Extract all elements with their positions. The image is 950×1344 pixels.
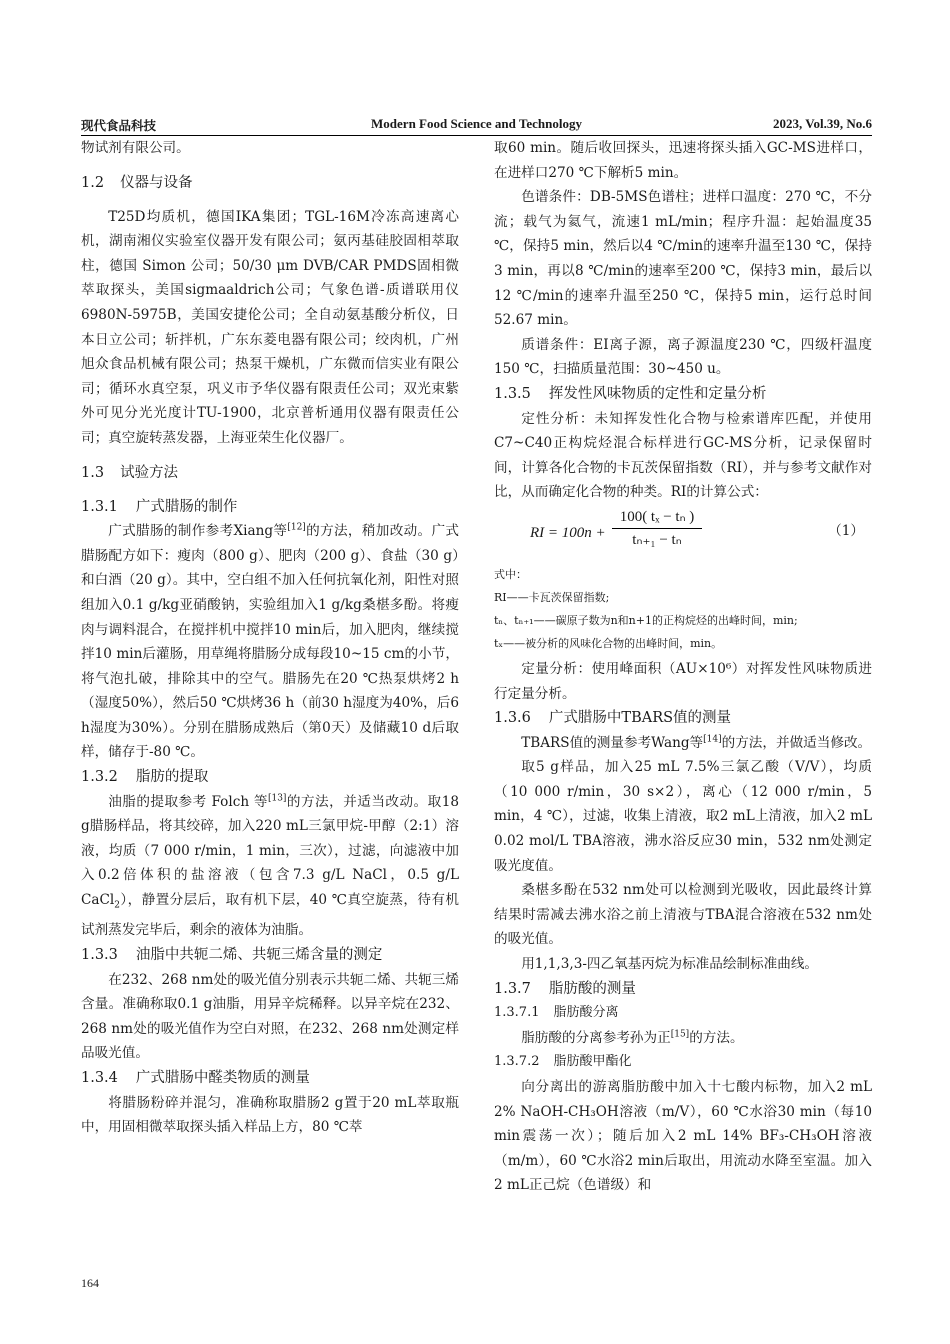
paragraph-fatty-acid-separation [494,1026,872,1051]
section-number: 1.3.7 [494,980,531,997]
text-run: ），静置分层后，取有机下层，40 ℃真空旋蒸，待有机试剂蒸发完毕后，剩余的液体为油脂。 [81,892,459,939]
section-title: 挥发性风味物质的定性和定量分析 [548,385,767,402]
running-header [81,113,872,135]
paragraph-aldehyde: 将腊肠粉碎并混匀，准确称取腊肠2 g置于20 mL萃取瓶中，用固相微萃取探头插入样品上方，80 ℃萃 [81,1094,459,1136]
section-title: 广式腊肠中醛类物质的测量 [135,1069,310,1086]
paragraph-conjugated-diene: 在232、268 nm处的吸光值分别表示共轭二烯、共轭三烯含量。准确称取0.1 g油脂，用异辛烷稀释。以异辛烷在232、268 nm处的吸光值作为空白对照，在232、268 nm处测定样品吸光值。 [81,971,459,1062]
section-1-3-3-heading [81,943,459,968]
text-run: 油脂的提取参考 Folch 等 [108,793,268,810]
section-title: 油脂中共轭二烯、共轭三烯含量的测定 [135,946,383,963]
paragraph-fat-extraction [81,790,459,943]
paragraph-qualitative: 定性分析：未知挥发性化合物与检索谱库匹配，并使用C7~C40正构烷烃混合标样进行GC-MS分析，记录保留时间，计算各化合物的卡瓦茨保留指数（RI），并与参考文献作对比，从而确定化合物的种类。RI的计算公式： [494,410,872,501]
section-1-3-heading [81,461,459,485]
formula-fraction [612,507,702,551]
section-title: 仪器与设备 [120,174,193,191]
section-number: 1.3.5 [494,385,531,402]
section-number: 1.3.1 [81,498,118,515]
section-number: 1.3.7.2 [494,1054,540,1070]
section-number: 1.3.2 [81,769,118,786]
volume-info: 2023, Vol.39, No.6 [773,116,872,131]
section-title: 脂肪的提取 [135,769,209,786]
notes-title: 式中： [494,567,527,581]
formula-notes [494,563,872,655]
paragraph-continued: 物试剂有限公司。 [81,140,190,156]
note-item: tₓ——被分析的风味化合物的出峰时间，min。 [494,636,723,650]
section-title: 脂肪酸分离 [553,1005,619,1021]
section-1-3-1-heading [81,495,459,520]
formula-numerator: 100( tₓ − tₙ ) [612,507,702,529]
left-column [81,136,459,1140]
paragraph-quantitative: 定量分析：使用峰面积（AU×10⁶）对挥发性风味物质进行定量分析。 [494,660,872,702]
section-1-2-heading [81,171,459,195]
note-item: tₙ、tₙ₊₁——碳原子数为n和n+1的正构烷烃的出峰时间，min; [494,613,798,627]
section-number: 1.3.7.1 [494,1005,540,1021]
text-run: 的方法，稍加改动。广式腊肠配方如下：瘦肉（800 g）、肥肉（200 g）、食盐（30 g）和白酒（20 g）。其中，空白组不加入任何抗氧化剂，阳性对照组加入0.1 g/kg亚硝酸钠，实验组加入1 g/kg桑椹多酚。将瘦肉与调料混合，在搅拌机中搅拌10 min后，加入肥肉，继续搅拌10 min后灌肠，用草绳将腊肠分成每段10~15 cm的小节，将气泡扎破，排除其中的空气。腊肠先在20 ℃热泵烘烤2 h（湿度50%），然后50 ℃烘烤36 h（前30 h湿度为40%，后6 h湿度为30%）。分别在腊肠成熟后（第0天）及储藏10 d后取样，储存于-80 ℃。 [81,523,459,761]
paragraph-sausage-making [81,519,459,765]
section-title: 脂肪酸的测量 [548,980,636,997]
section-1-3-7-heading [494,977,872,1002]
section-1-3-6-heading [494,706,872,731]
section-title: 广式腊肠中TBARS值的测量 [548,710,732,727]
section-1-3-5-heading [494,382,872,407]
section-1-3-4-heading [81,1066,459,1091]
journal-name-cn: 现代食品科技 [81,118,157,133]
paragraph-tbars-standard: 用1,1,3,3-四乙氧基丙烷为标准品绘制标准曲线。 [521,956,819,973]
section-number: 1.2 [81,174,105,191]
paragraph-mass-spec: 质谱条件：EI离子源，离子源温度230 ℃，四级杆温度150 ℃，扫描质量范围：30~450 u。 [494,336,872,378]
section-number: 1.3.4 [81,1069,118,1086]
section-number: 1.3 [81,464,105,481]
ri-formula [494,507,872,559]
citation-ref: [13] [267,793,287,804]
paragraph-tbars-procedure: 取5 g样品，加入25 mL 7.5%三氯乙酸（V/V），均质（10 000 r/min，30 s×2），离心（12 000 r/min，5 min，4 ℃），过滤，收集上清液，取2 mL上清液，加入2 mL 0.02 mol/L TBA溶液，沸水浴反应30 min，532 nm处测定吸光度值。 [494,759,872,874]
text-run: 脂肪酸的分离参考孙为正 [521,1029,671,1046]
right-column [494,136,872,1198]
paragraph-esterification: 向分离出的游离脂肪酸中加入十七酸内标物，加入2 mL 2% NaOH-CH₃OH溶液（m/V），60 ℃水浴30 min（每10 min震荡一次）；随后加入2 mL 14% BF₃-CH₃OH溶液（m/m），60 ℃水浴2 min后取出，用流动水降至室温。加入2 mL正己烷（色谱级）和 [494,1079,872,1194]
section-title: 脂肪酸甲酯化 [553,1054,632,1070]
page-number: 164 [81,1276,99,1290]
citation-ref: [15] [670,1029,690,1040]
paragraph-tbars-ref [494,731,872,756]
subscript: 2 [114,900,120,911]
section-title: 试验方法 [120,464,179,481]
journal-name-en: Modern Food Science and Technology [371,116,582,131]
text-run: 的方法，并适当改动。取18 g腊肠样品，将其绞碎，加入220 mL三氯甲烷-甲醇（2:1）溶液，均质（7 000 r/min，1 min，三次），过滤，向滤液中加入0.2倍体积的盐溶液（包含7.3 g/L NaCl，0.5 g/L CaCl [81,793,460,909]
formula-lhs: RI = 100n + [530,524,606,541]
paragraph-continued: 取60 min。随后收回探头，迅速将探头插入GC-MS进样口，在进样口270 ℃下解析5 min。 [494,140,872,181]
section-number: 1.3.3 [81,946,118,963]
paragraph-instruments: T25D均质机，德国IKA集团；TGL-16M冷冻高速离心机，湖南湘仪实验室仪器开发有限公司；氨丙基硅胶固相萃取柱，德国 Simon 公司；50/30 μm DVB/CAR PMDS固相微萃取探头，美国sigmaaldrich公司；气象色谱-质谱联用仪6980N-5975B，美国安捷伦公司；全自动氨基酸分析仪，日本日立公司；斩拌机，广东东菱电器有限公司；绞肉机，广州旭众食品机械有限公司；热泵干燥机，广东微而信实业有限公司；循环水真空泵，巩义市予华仪器有限责任公司；双光束紫外可见分光光度计TU-1900，北京普析通用仪器有限责任公司；真空旋转蒸发器，上海亚荣生化仪器厂。 [81,208,459,446]
citation-ref: [12] [287,522,306,533]
paragraph-chromatography: 色谱条件：DB-5MS色谱柱；进样口温度：270 ℃，不分流；载气为氦气，流速1 mL/min；程序升温：起始温度35 ℃，保持5 min，然后以4 ℃/min的速率升温至130 ℃，保持3 min，再以8 ℃/min的速率至200 ℃，保持3 min，最后以12 ℃/min的速率升温至250 ℃，保持5 min，运行总时间52.67 min。 [494,189,872,329]
paragraph-tbars-correction: 桑椹多酚在532 nm处可以检测到光吸收，因此最终计算结果时需减去沸水浴之前上清液与TBA混合溶液在532 nm处的吸光值。 [494,882,872,948]
text-run: 广式腊肠的制作参考Xiang等 [108,523,288,540]
equation-number: （1） [828,522,864,539]
section-1-3-7-2-heading [494,1050,872,1075]
section-1-3-2-heading [81,765,459,790]
text-run: 的方法，并做适当修改。 [721,734,872,751]
formula-denominator: tₙ₊₁ − tₙ [632,531,682,548]
text-run: TBARS值的测量参考Wang等 [521,734,704,751]
section-number: 1.3.6 [494,710,531,727]
citation-ref: [14] [703,734,722,745]
note-item: RI——卡瓦茨保留指数; [494,590,610,604]
section-title: 广式腊肠的制作 [135,498,238,515]
text-run: 的方法。 [689,1029,744,1046]
section-1-3-7-1-heading [494,1001,872,1026]
